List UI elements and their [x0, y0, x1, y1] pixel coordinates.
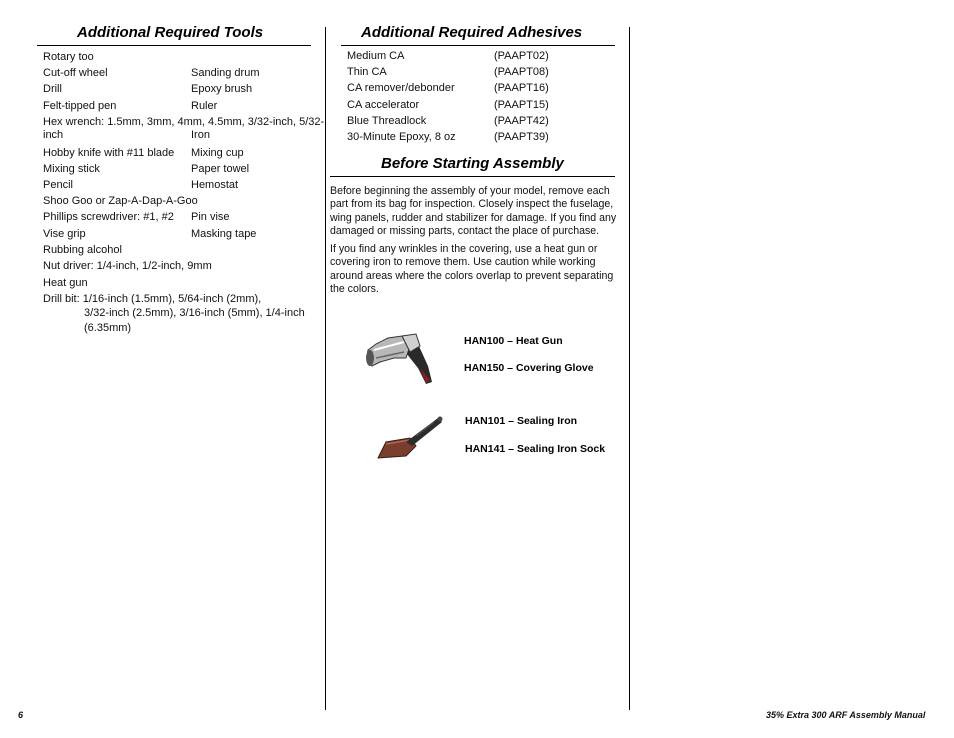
adhesive-code: (PAAPT02): [494, 50, 549, 62]
adhesives-heading-rule: [341, 45, 615, 46]
tools-item: Rotary too: [43, 51, 94, 63]
tools-item: Mixing stick: [43, 163, 100, 175]
tools-item: (6.35mm): [84, 322, 132, 334]
adhesive-code: (PAAPT39): [494, 131, 549, 143]
heat-gun-image: [360, 328, 440, 388]
tools-item: Sanding drum: [191, 67, 260, 79]
tools-item: Mixing cup: [191, 147, 244, 159]
before-heading-rule: [330, 176, 615, 177]
page-number: 6: [18, 710, 24, 720]
product-heat-gun: HAN100 – Heat Gun: [464, 335, 563, 347]
product-sealing-iron: HAN101 – Sealing Iron: [465, 415, 578, 427]
product-covering-glove: HAN150 – Covering Glove: [464, 362, 594, 374]
adhesive-name: Blue Threadlock: [347, 115, 427, 127]
adhesive-code: (PAAPT08): [494, 66, 549, 78]
adhesives-heading: Additional Required Adhesives: [361, 24, 583, 41]
adhesive-name: Thin CA: [347, 66, 387, 78]
tools-item: Vise grip: [43, 228, 86, 240]
tools-item: 3/32-inch (2.5mm), 3/16-inch (5mm), 1/4-inch: [84, 307, 305, 319]
tools-item: Phillips screwdriver: #1, #2: [43, 211, 174, 223]
adhesive-code: (PAAPT42): [494, 115, 549, 127]
column-divider-right: [629, 27, 630, 710]
adhesive-name: CA accelerator: [347, 99, 420, 111]
adhesive-name: Medium CA: [347, 50, 405, 62]
tools-item: Rubbing alcohol: [43, 244, 122, 256]
tools-item: Nut driver: 1/4-inch, 1/2-inch, 9mm: [43, 260, 212, 272]
tools-heading: Additional Required Tools: [77, 24, 264, 41]
tools-item: Paper towel: [191, 163, 250, 175]
tools-item: Cut-off wheel: [43, 67, 108, 79]
tools-item: Drill: [43, 83, 62, 95]
tools-item: Drill bit: 1/16-inch (1.5mm), 5/64-inch (2mm),: [43, 293, 262, 305]
tools-item: Ruler: [191, 100, 218, 112]
tools-item: Hex wrench: 1.5mm, 3mm, 4mm, 4.5mm, 3/32-inch, 5/32-: [43, 116, 325, 128]
tools-item: Shoo Goo or Zap-A-Dap-A-Goo: [43, 195, 198, 207]
product-sealing-iron-sock: HAN141 – Sealing Iron Sock: [465, 443, 606, 455]
tools-item: Hobby knife with #11 blade: [43, 147, 175, 159]
tools-item: Iron: [191, 129, 210, 141]
tools-item: Masking tape: [191, 228, 257, 240]
sealing-iron-image: [376, 412, 446, 462]
tools-item: Pencil: [43, 179, 73, 191]
tools-item: inch: [43, 129, 64, 141]
adhesive-name: 30-Minute Epoxy, 8 oz: [347, 131, 456, 143]
tools-item: Pin vise: [191, 211, 230, 223]
tools-item: Hemostat: [191, 179, 239, 191]
adhesive-code: (PAAPT15): [494, 99, 549, 111]
before-text: [330, 185, 622, 301]
column-divider-left: [325, 27, 326, 710]
before-heading: Before Starting Assembly: [381, 155, 564, 172]
before-paragraph: Before beginning the assembly of your model, remove each part from its bag for inspection. Closely inspect the fuselage, wing panels, rudder and stabilizer for damage. If you find any damaged or missing parts, contact the place of purchase.: [330, 185, 617, 237]
adhesive-code: (PAAPT16): [494, 82, 549, 94]
adhesive-name: CA remover/debonder: [347, 82, 455, 94]
before-paragraph: If you find any wrinkles in the covering, use a heat gun or covering iron to remove them. Use caution while working around areas where the colors overlap to prevent separating the colors.: [330, 243, 614, 296]
tools-item: Heat gun: [43, 277, 88, 289]
manual-title: 35% Extra 300 ARF Assembly Manual: [766, 710, 926, 720]
tools-heading-rule: [37, 45, 311, 46]
tools-item: Epoxy brush: [191, 83, 253, 95]
tools-item: Felt-tipped pen: [43, 100, 117, 112]
